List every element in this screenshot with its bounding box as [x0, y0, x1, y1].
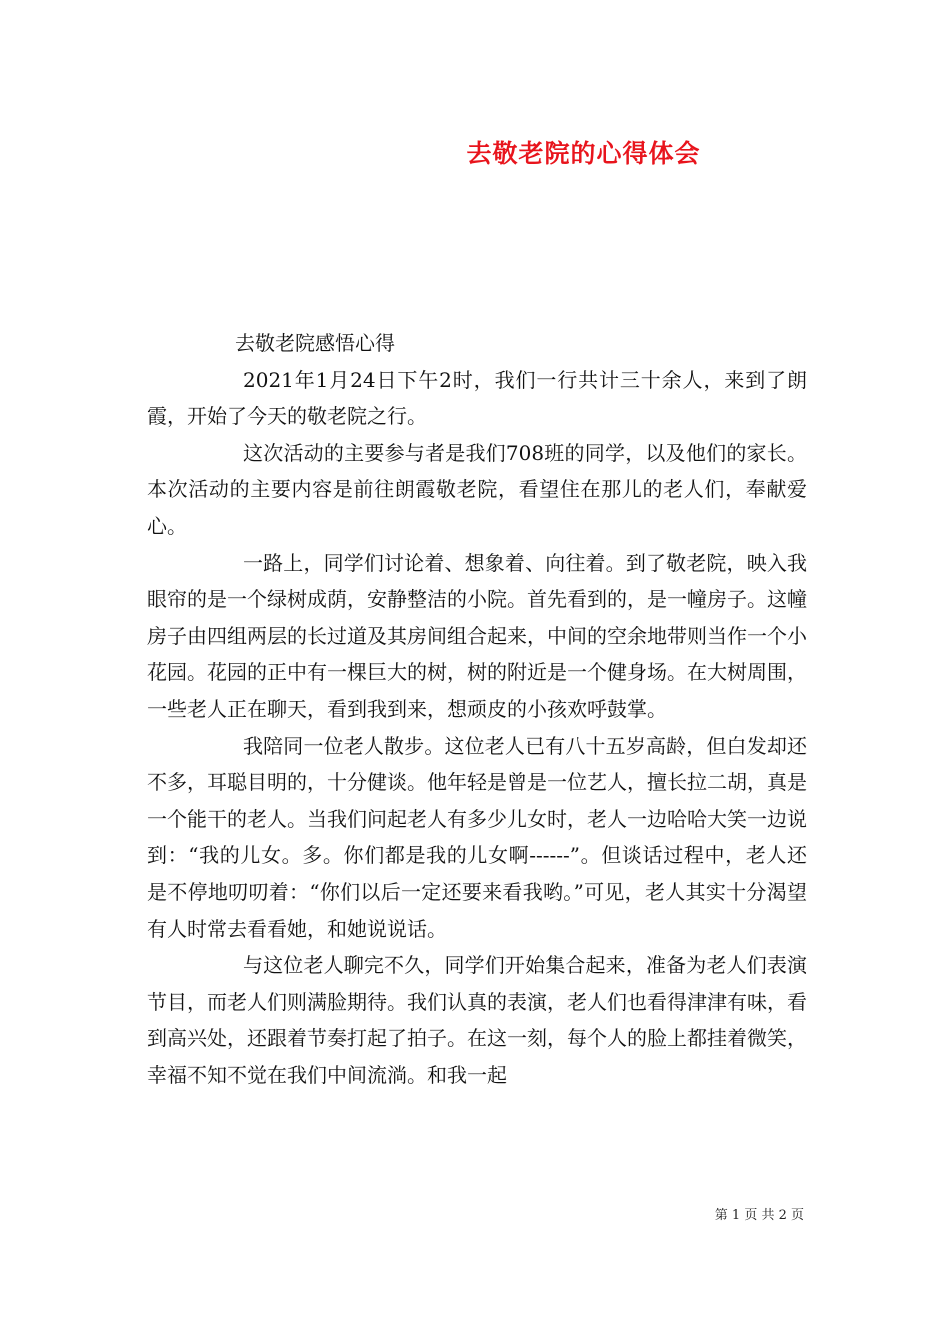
document-subtitle: 去敬老院感悟心得 — [235, 331, 395, 355]
page-number-footer: 第 1 页 共 2 页 — [714, 1208, 804, 1223]
paragraph: 2021年1月24日下午2时，我们一行共计三十余人，来到了朗霞，开始了今天的敬老院之行。 — [147, 367, 807, 429]
paragraph: 我陪同一位老人散步。这位老人已有八十五岁高龄，但白发却还不多，耳聪目明的，十分健谈。他年轻是曾是一位艺人，擅长拉二胡，真是一个能干的老人。当我们问起老人有多少儿女时，老人一边哈哈大笑一边说到：“我的儿女。多。你们都是我的儿女啊------”。但谈话过程中，老人还是不停地叨叨着：“你们以后一定还要来看我哟。”可见，老人其实十分渴望有人时常去看看她，和她说说话。 — [147, 733, 807, 941]
document-title: 去敬老院的心得体会 — [466, 139, 701, 168]
paragraph: 这次活动的主要参与者是我们708班的同学，以及他们的家长。本次活动的主要内容是前往朗霞敬老院，看望住在那儿的老人们，奉献爱心。 — [147, 440, 807, 538]
document-body — [147, 325, 807, 1093]
paragraph: 一路上，同学们讨论着、想象着、向往着。到了敬老院，映入我眼帘的是一个绿树成荫，安静整洁的小院。首先看到的，是一幢房子。这幢房子由四组两层的长过道及其房间组合起来，中间的空余地带则当作一个小花园。花园的正中有一棵巨大的树，树的附近是一个健身场。在大树周围，一些老人正在聊天，看到我到来，想顽皮的小孩欢呼鼓掌。 — [147, 550, 807, 721]
paragraph: 与这位老人聊完不久，同学们开始集合起来，准备为老人们表演节目，而老人们则满脸期待。我们认真的表演，老人们也看得津津有味，看到高兴处，还跟着节奏打起了拍子。在这一刻，每个人的脸上都挂着微笑，幸福不知不觉在我们中间流淌。和我一起 — [147, 953, 807, 1087]
